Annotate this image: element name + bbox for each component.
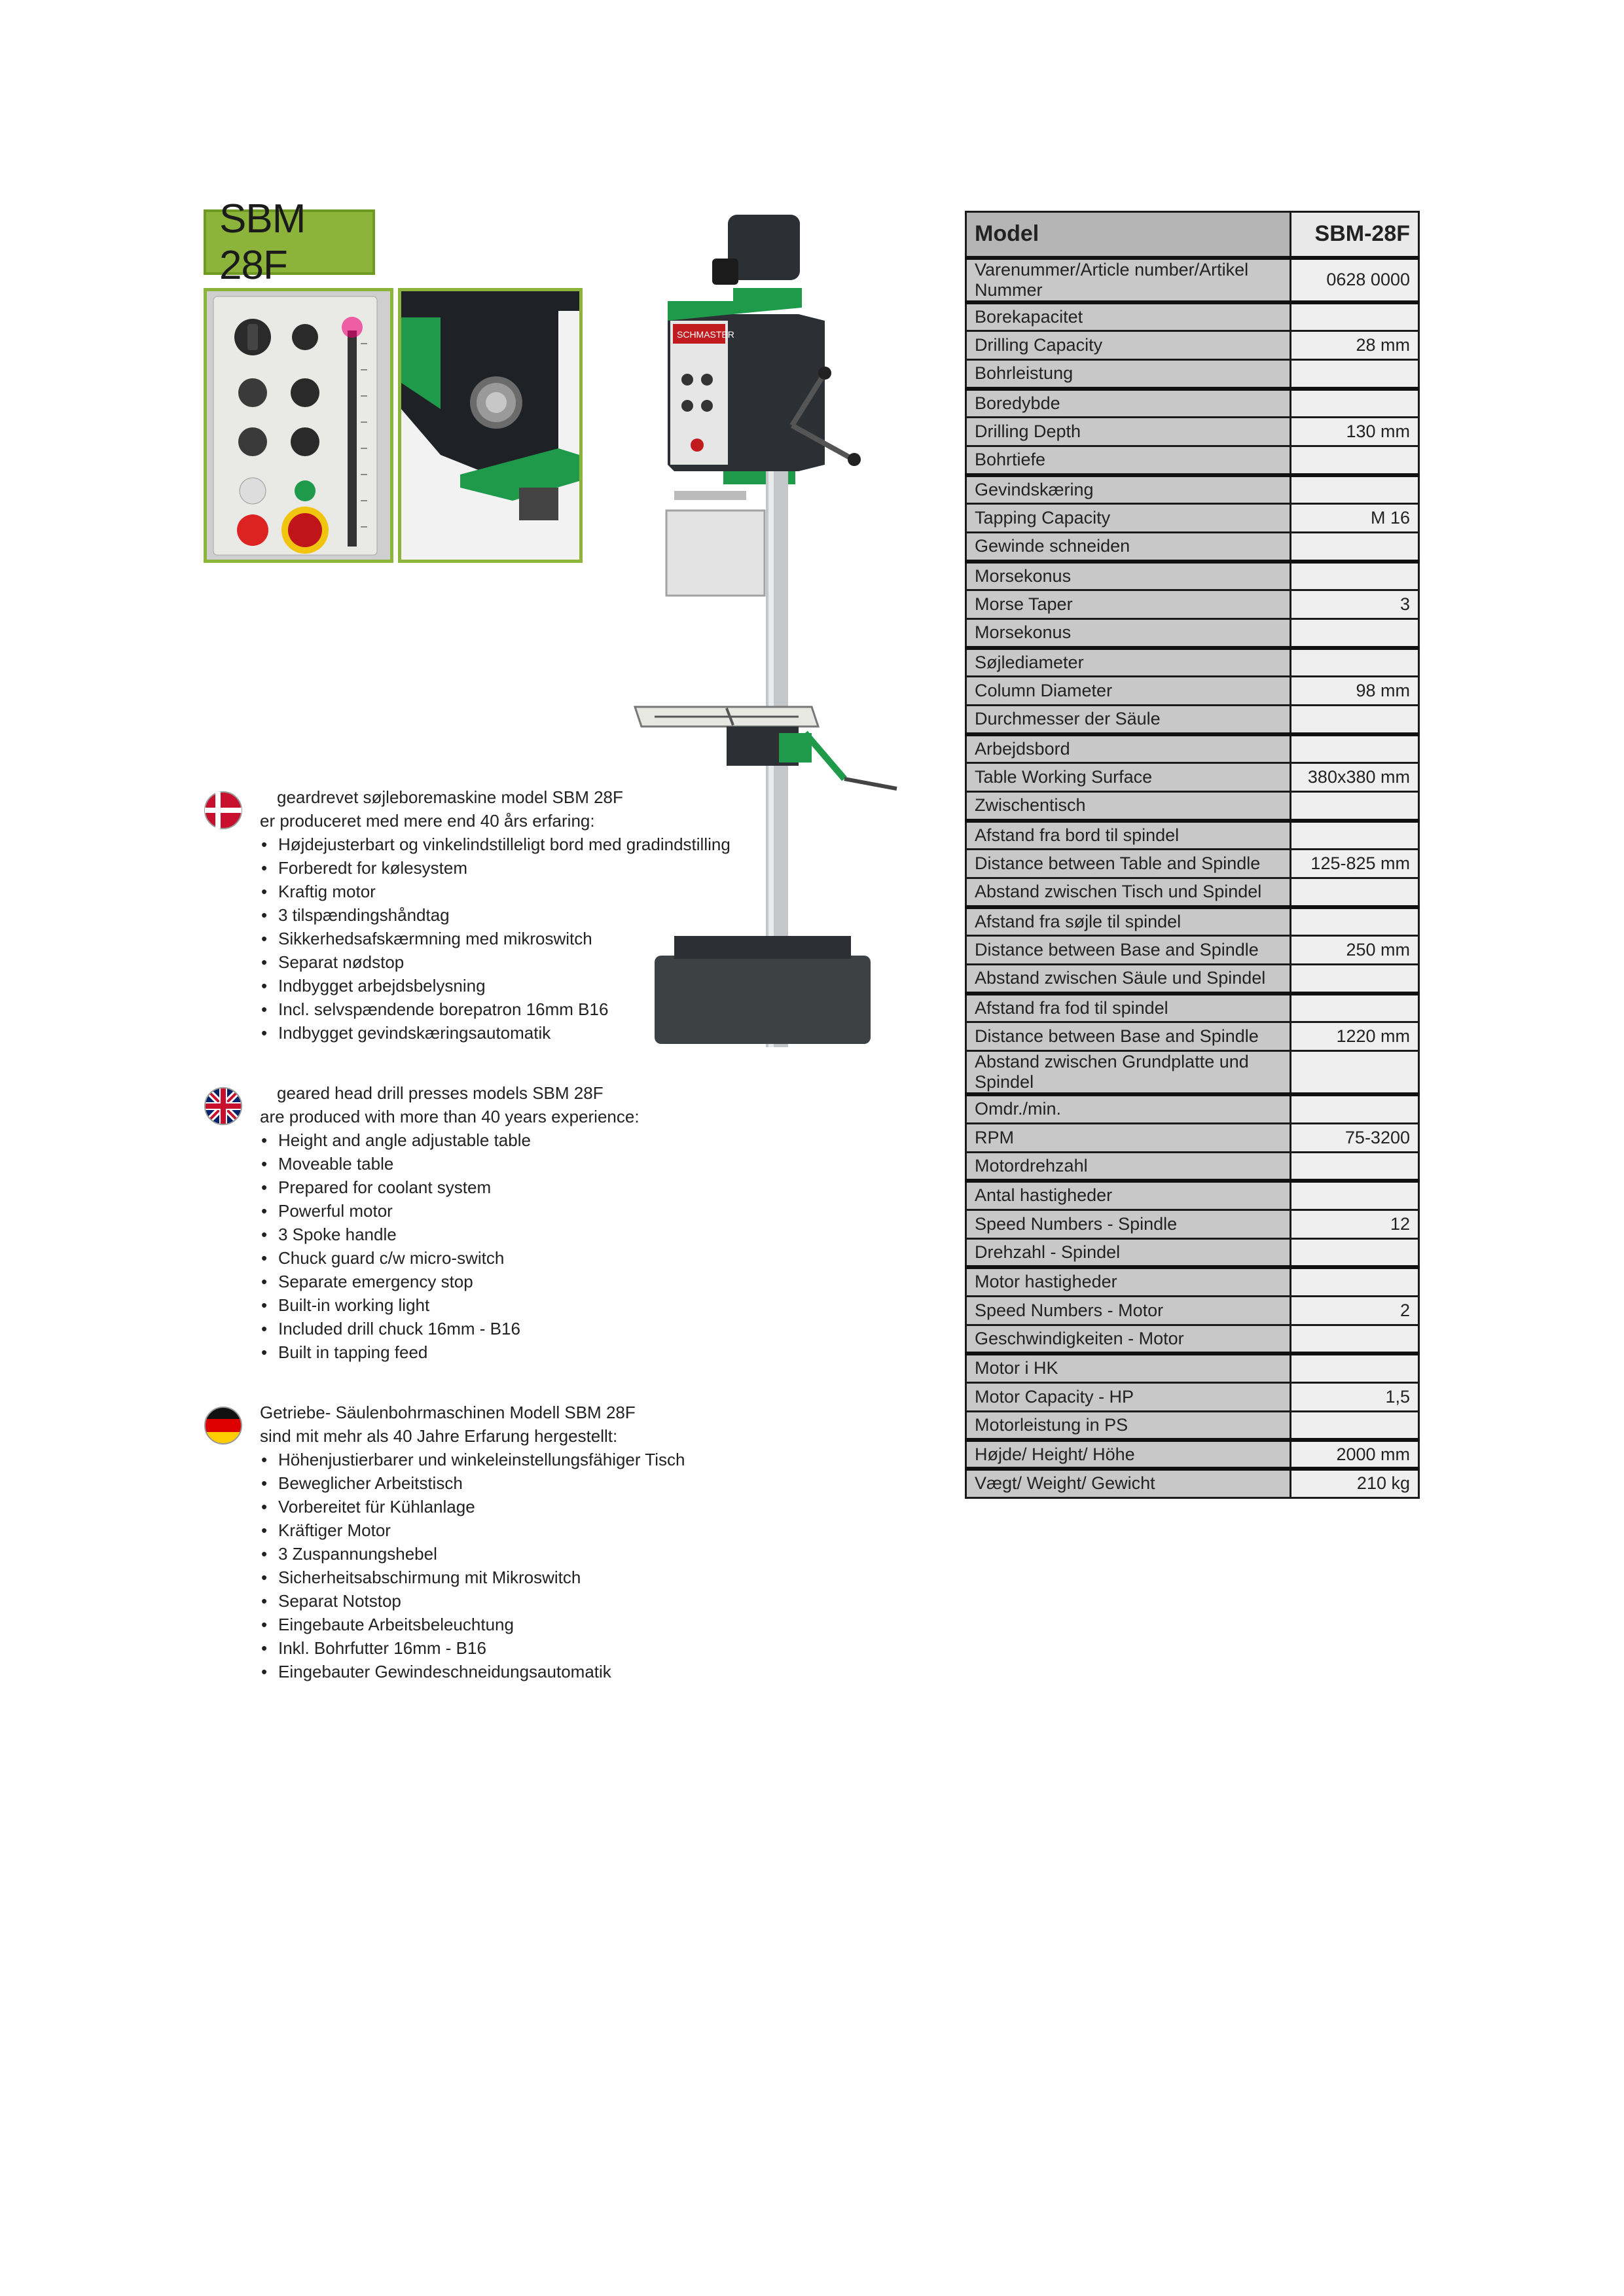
- spec-value: [1291, 965, 1419, 994]
- spec-value: [1291, 734, 1419, 763]
- table-row: [966, 792, 1419, 821]
- spec-value: [1291, 706, 1419, 734]
- table-row: [966, 1440, 1419, 1469]
- list-item: • Built-in working light: [260, 1293, 740, 1317]
- spec-label: Abstand zwischen Tisch und Spindel: [966, 878, 1291, 907]
- spec-value: [1291, 619, 1419, 648]
- table-row: [966, 907, 1419, 936]
- spec-label: Bohrtiefe: [966, 446, 1291, 475]
- spec-value: [1291, 1152, 1419, 1181]
- spec-label: Vægt/ Weight/ Gewicht: [966, 1469, 1291, 1498]
- spec-label: Højde/ Height/ Höhe: [966, 1440, 1291, 1469]
- table-row: [966, 258, 1419, 302]
- spec-label: Borekapacitet: [966, 302, 1291, 331]
- chuck-detail-illustration: [401, 291, 579, 560]
- spec-value: [1291, 389, 1419, 418]
- german-intro: [260, 1401, 740, 1448]
- list-item: • Höhenjustierbarer und winkeleinstellungsfähiger Tisch: [260, 1448, 740, 1471]
- spec-value: 1,5: [1291, 1382, 1419, 1411]
- spec-value: [1291, 648, 1419, 677]
- list-item: • Inkl. Bohrfutter 16mm - B16: [260, 1636, 740, 1660]
- spec-label: Motor Capacity - HP: [966, 1382, 1291, 1411]
- spec-header-value: SBM-28F: [1291, 212, 1419, 258]
- danish-intro: [260, 785, 740, 833]
- spec-label: Arbejdsbord: [966, 734, 1291, 763]
- table-row: [966, 677, 1419, 706]
- spec-label: Table Working Surface: [966, 763, 1291, 792]
- table-row: [966, 1210, 1419, 1238]
- table-row: [966, 1022, 1419, 1051]
- table-row: [966, 965, 1419, 994]
- german-feature-section: [204, 1401, 740, 1683]
- uk-flag-icon: [204, 1086, 243, 1126]
- table-row: [966, 590, 1419, 619]
- spec-label: Omdr./min.: [966, 1094, 1291, 1123]
- table-row: [966, 1469, 1419, 1498]
- table-row: [966, 648, 1419, 677]
- spec-label: Zwischentisch: [966, 792, 1291, 821]
- list-item: • Height and angle adjustable table: [260, 1128, 740, 1152]
- list-item: • Separate emergency stop: [260, 1270, 740, 1293]
- spec-label: RPM: [966, 1123, 1291, 1152]
- table-row: [966, 1152, 1419, 1181]
- spec-label: Afstand fra fod til spindel: [966, 994, 1291, 1022]
- spec-value: M 16: [1291, 504, 1419, 533]
- table-row: [966, 562, 1419, 590]
- table-row: [966, 1382, 1419, 1411]
- spec-label: Morsekonus: [966, 619, 1291, 648]
- spec-label: Afstand fra bord til spindel: [966, 821, 1291, 850]
- spec-value: [1291, 1325, 1419, 1354]
- list-item: • Vorbereitet für Kühlanlage: [260, 1495, 740, 1518]
- list-item: • Kräftiger Motor: [260, 1518, 740, 1542]
- spec-value: 0628 0000: [1291, 258, 1419, 302]
- spec-value: 3: [1291, 590, 1419, 619]
- spec-label: Morsekonus: [966, 562, 1291, 590]
- spec-label: Abstand zwischen Grundplatte und Spindel: [966, 1051, 1291, 1095]
- list-item: • Eingebauter Gewindeschneidungsautomatik: [260, 1660, 740, 1683]
- spec-value: [1291, 360, 1419, 389]
- spec-label: Geschwindigkeiten - Motor: [966, 1325, 1291, 1354]
- spec-table: [965, 211, 1420, 1499]
- danish-intro-line-2: er produceret med mere end 40 års erfaring:: [260, 811, 595, 831]
- table-row: [966, 1181, 1419, 1210]
- spec-value: 98 mm: [1291, 677, 1419, 706]
- spec-value: 125-825 mm: [1291, 850, 1419, 878]
- list-item: • Built in tapping feed: [260, 1340, 740, 1364]
- spec-label: Søjlediameter: [966, 648, 1291, 677]
- spec-value: 250 mm: [1291, 936, 1419, 965]
- table-row: [966, 1123, 1419, 1152]
- list-item: • 3 tilspændingshåndtag: [260, 903, 740, 927]
- model-title-badge: [204, 196, 375, 288]
- spec-label: Durchmesser der Säule: [966, 706, 1291, 734]
- spec-label: Speed Numbers - Motor: [966, 1296, 1291, 1325]
- table-row: [966, 1325, 1419, 1354]
- spec-value: 2: [1291, 1296, 1419, 1325]
- table-row: [966, 763, 1419, 792]
- danish-intro-line-1: geardrevet søjleboremaskine model SBM 28F: [277, 787, 623, 807]
- list-item: • Forberedt for kølesystem: [260, 856, 740, 880]
- spec-value: 2000 mm: [1291, 1440, 1419, 1469]
- table-row: [966, 446, 1419, 475]
- list-item: • Indbygget arbejdsbelysning: [260, 974, 740, 997]
- table-row: [966, 360, 1419, 389]
- spec-label: Distance between Table and Spindle: [966, 850, 1291, 878]
- spec-label: Afstand fra søjle til spindel: [966, 907, 1291, 936]
- spec-label: Antal hastigheder: [966, 1181, 1291, 1210]
- list-item: • Kraftig motor: [260, 880, 740, 903]
- english-intro-line-2: are produced with more than 40 years experience:: [260, 1107, 640, 1126]
- english-intro-line-1: geared head drill presses models SBM 28F: [277, 1083, 604, 1103]
- table-row: [966, 1051, 1419, 1095]
- spec-label: Distance between Base and Spindle: [966, 1022, 1291, 1051]
- spec-label: Motordrehzahl: [966, 1152, 1291, 1181]
- table-row: [966, 302, 1419, 331]
- model-title: SBM 28F: [219, 196, 306, 288]
- german-intro-line-1: Getriebe- Säulenbohrmaschinen Modell SBM 28F: [260, 1403, 636, 1422]
- german-feature-list: [260, 1448, 740, 1683]
- spec-value: [1291, 907, 1419, 936]
- spec-label: Varenummer/Article number/Artikel Nummer: [966, 258, 1291, 302]
- spec-label: Drilling Capacity: [966, 331, 1291, 360]
- spec-label: Motor i HK: [966, 1354, 1291, 1382]
- list-item: • Højdejusterbart og vinkelindstilleligt bord med gradindstilling: [260, 833, 740, 856]
- english-feature-list: [260, 1128, 740, 1364]
- table-row: [966, 331, 1419, 360]
- spec-value: [1291, 533, 1419, 562]
- spec-label: Morse Taper: [966, 590, 1291, 619]
- table-row: [966, 389, 1419, 418]
- danish-flag-icon: [204, 791, 243, 830]
- spec-label: Speed Numbers - Spindle: [966, 1210, 1291, 1238]
- list-item: • Separat nødstop: [260, 950, 740, 974]
- list-item: • Moveable table: [260, 1152, 740, 1175]
- spec-value: 75-3200: [1291, 1123, 1419, 1152]
- spec-value: [1291, 994, 1419, 1022]
- spec-table-body: [966, 212, 1419, 1498]
- spec-label: Bohrleistung: [966, 360, 1291, 389]
- table-row: [966, 1296, 1419, 1325]
- spec-value: 130 mm: [1291, 418, 1419, 446]
- spec-value: [1291, 1181, 1419, 1210]
- table-row: [966, 850, 1419, 878]
- spec-value: [1291, 878, 1419, 907]
- list-item: • Included drill chuck 16mm - B16: [260, 1317, 740, 1340]
- machine-brand-label: SCHMASTER: [677, 329, 734, 340]
- spec-value: 28 mm: [1291, 331, 1419, 360]
- spec-label: Gewinde schneiden: [966, 533, 1291, 562]
- table-row: [966, 1354, 1419, 1382]
- spec-value: [1291, 1051, 1419, 1095]
- list-item: • Indbygget gevindskæringsautomatik: [260, 1021, 740, 1045]
- list-item: • Eingebaute Arbeitsbeleuchtung: [260, 1613, 740, 1636]
- list-item: • Beweglicher Arbeitstisch: [260, 1471, 740, 1495]
- list-item: • Sicherheitsabschirmung mit Mikroswitch: [260, 1566, 740, 1589]
- list-item: • 3 Spoke handle: [260, 1223, 740, 1246]
- german-flag-icon: [204, 1406, 243, 1445]
- spec-value: 210 kg: [1291, 1469, 1419, 1498]
- table-row: [966, 1094, 1419, 1123]
- list-item: • Chuck guard c/w micro-switch: [260, 1246, 740, 1270]
- spec-value: [1291, 821, 1419, 850]
- spec-value: [1291, 1267, 1419, 1296]
- list-item: • Powerful motor: [260, 1199, 740, 1223]
- danish-feature-section: [204, 785, 740, 1045]
- table-row: [966, 706, 1419, 734]
- table-row: [966, 936, 1419, 965]
- table-row: [966, 734, 1419, 763]
- chuck-detail-photo: [398, 288, 583, 563]
- spec-value: [1291, 1411, 1419, 1440]
- spec-label: Drilling Depth: [966, 418, 1291, 446]
- spec-value: [1291, 475, 1419, 504]
- spec-label: Drehzahl - Spindel: [966, 1238, 1291, 1267]
- spec-value: 12: [1291, 1210, 1419, 1238]
- list-item: • Incl. selvspændende borepatron 16mm B16: [260, 997, 740, 1021]
- control-panel-photo: [204, 288, 393, 563]
- spec-label: Distance between Base and Spindle: [966, 936, 1291, 965]
- spec-label: Gevindskæring: [966, 475, 1291, 504]
- spec-value: 1220 mm: [1291, 1022, 1419, 1051]
- spec-value: [1291, 1094, 1419, 1123]
- spec-label: Boredybde: [966, 389, 1291, 418]
- spec-header-label: Model: [966, 212, 1291, 258]
- table-row: [966, 533, 1419, 562]
- table-row: [966, 418, 1419, 446]
- spec-value: 380x380 mm: [1291, 763, 1419, 792]
- table-row: [966, 994, 1419, 1022]
- table-row: [966, 878, 1419, 907]
- table-row: [966, 619, 1419, 648]
- spec-value: [1291, 302, 1419, 331]
- table-row: [966, 821, 1419, 850]
- spec-value: [1291, 1238, 1419, 1267]
- list-item: • Prepared for coolant system: [260, 1175, 740, 1199]
- table-row: [966, 1267, 1419, 1296]
- control-panel-illustration: [207, 291, 390, 560]
- table-row: [966, 1411, 1419, 1440]
- danish-feature-list: [260, 833, 740, 1045]
- list-item: • Sikkerhedsafskærmning med mikroswitch: [260, 927, 740, 950]
- german-intro-line-2: sind mit mehr als 40 Jahre Erfarung hergestellt:: [260, 1426, 618, 1446]
- english-intro: [260, 1081, 740, 1128]
- spec-value: [1291, 562, 1419, 590]
- spec-label: Abstand zwischen Säule und Spindel: [966, 965, 1291, 994]
- list-item: • 3 Zuspannungshebel: [260, 1542, 740, 1566]
- spec-label: Motor hastigheder: [966, 1267, 1291, 1296]
- spec-label: Column Diameter: [966, 677, 1291, 706]
- spec-header-row: [966, 212, 1419, 258]
- english-feature-section: [204, 1081, 740, 1364]
- spec-label: Tapping Capacity: [966, 504, 1291, 533]
- spec-value: [1291, 792, 1419, 821]
- table-row: [966, 475, 1419, 504]
- table-row: [966, 504, 1419, 533]
- spec-label: Motorleistung in PS: [966, 1411, 1291, 1440]
- table-row: [966, 1238, 1419, 1267]
- spec-value: [1291, 446, 1419, 475]
- list-item: • Separat Notstop: [260, 1589, 740, 1613]
- spec-value: [1291, 1354, 1419, 1382]
